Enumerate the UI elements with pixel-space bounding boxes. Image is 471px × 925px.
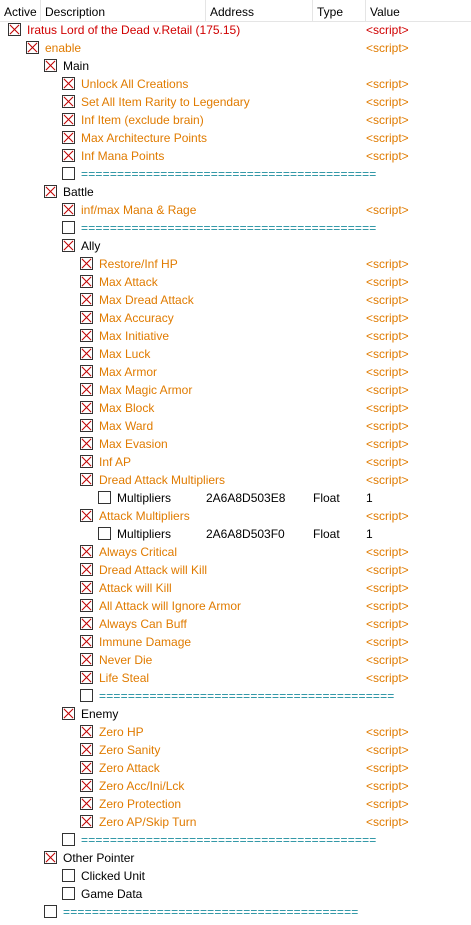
table-row[interactable] (0, 849, 471, 867)
row-value[interactable]: <script> (366, 797, 409, 811)
row-description: Inf AP (99, 455, 132, 469)
table-row[interactable] (0, 237, 471, 255)
row-description: Attack will Kill (99, 581, 172, 595)
row-value[interactable]: <script> (366, 743, 409, 757)
row-description: Iratus Lord of the Dead v.Retail (175.15) (27, 23, 241, 37)
table-row[interactable] (0, 381, 471, 399)
row-value[interactable]: <script> (366, 149, 409, 163)
checkbox-checked-icon[interactable] (62, 239, 75, 252)
table-row[interactable] (0, 273, 471, 291)
checkbox-checked-icon[interactable] (44, 851, 57, 864)
row-description: Zero Protection (99, 797, 182, 811)
checkbox-checked-icon[interactable] (80, 419, 93, 432)
table-row[interactable] (0, 471, 471, 489)
table-row[interactable] (0, 327, 471, 345)
separator-row: ========================================= (99, 689, 395, 703)
checkbox-checked-icon[interactable] (26, 41, 39, 54)
table-row[interactable] (0, 885, 471, 903)
checkbox-checked-icon[interactable] (80, 509, 93, 522)
row-description: Max Initiative (99, 329, 170, 343)
row-value[interactable]: <script> (366, 779, 409, 793)
row-description: Multipliers (117, 527, 172, 541)
checkbox-checked-icon[interactable] (80, 329, 93, 342)
checkbox-checked-icon[interactable] (80, 383, 93, 396)
checkbox-icon[interactable] (44, 905, 57, 918)
checkbox-checked-icon[interactable] (80, 473, 93, 486)
row-type: Float (313, 527, 340, 541)
checkbox-checked-icon[interactable] (80, 257, 93, 270)
row-description: Max Block (99, 401, 155, 415)
row-description: Max Architecture Points (81, 131, 208, 145)
column-active[interactable]: Active (0, 0, 41, 21)
checkbox-checked-icon[interactable] (80, 275, 93, 288)
row-description: Enemy (81, 707, 119, 721)
table-row[interactable] (0, 561, 471, 579)
row-description: Game Data (81, 887, 143, 901)
table-row[interactable] (0, 543, 471, 561)
row-description: Unlock All Creations (81, 77, 189, 91)
separator-row: ========================================= (63, 905, 359, 919)
row-description: Max Armor (99, 365, 158, 379)
row-value[interactable]: <script> (366, 257, 409, 271)
table-row[interactable] (0, 651, 471, 669)
row-description: Zero AP/Skip Turn (99, 815, 197, 829)
row-value[interactable]: <script> (366, 599, 409, 613)
checkbox-checked-icon[interactable] (80, 725, 93, 738)
table-row[interactable] (0, 417, 471, 435)
checkbox-icon[interactable] (98, 491, 111, 504)
table-row[interactable] (0, 867, 471, 885)
checkbox-checked-icon[interactable] (8, 23, 21, 36)
row-description: Max Dread Attack (99, 293, 194, 307)
row-value[interactable]: <script> (366, 725, 409, 739)
row-value[interactable]: <script> (366, 131, 409, 145)
checkbox-checked-icon[interactable] (80, 653, 93, 666)
table-row[interactable] (0, 795, 471, 813)
row-description: Zero Acc/Ini/Lck (99, 779, 185, 793)
row-value[interactable]: <script> (366, 671, 409, 685)
checkbox-icon[interactable] (62, 167, 75, 180)
checkbox-checked-icon[interactable] (80, 563, 93, 576)
table-row[interactable] (0, 111, 471, 129)
row-description: Dread Attack Multipliers (99, 473, 226, 487)
row-value[interactable]: 1 (366, 527, 373, 541)
row-value[interactable]: <script> (366, 473, 409, 487)
checkbox-checked-icon[interactable] (80, 815, 93, 828)
row-description: Multipliers (117, 491, 172, 505)
table-row[interactable] (0, 183, 471, 201)
table-row[interactable] (0, 507, 471, 525)
row-description: Inf Mana Points (81, 149, 165, 163)
checkbox-checked-icon[interactable] (80, 455, 93, 468)
row-description: Max Attack (99, 275, 158, 289)
cheat-table (0, 21, 471, 921)
row-description: Inf Item (exclude brain) (81, 113, 204, 127)
row-description: All Attack will Ignore Armor (99, 599, 242, 613)
table-row[interactable] (0, 579, 471, 597)
row-value[interactable]: <script> (366, 419, 409, 433)
checkbox-checked-icon[interactable] (62, 95, 75, 108)
row-description: Zero Sanity (99, 743, 161, 757)
table-row[interactable] (0, 57, 471, 75)
row-description: Other Pointer (63, 851, 135, 865)
row-description: Max Evasion (99, 437, 168, 451)
row-value[interactable]: <script> (366, 113, 409, 127)
row-value[interactable]: <script> (366, 329, 409, 343)
table-row[interactable] (0, 489, 471, 507)
checkbox-checked-icon[interactable] (44, 185, 57, 198)
checkbox-icon[interactable] (62, 887, 75, 900)
separator-row: ========================================= (81, 167, 377, 181)
row-value[interactable]: <script> (366, 23, 409, 37)
row-description: Always Can Buff (99, 617, 187, 631)
column-description[interactable]: Description (41, 0, 206, 21)
table-row[interactable] (0, 291, 471, 309)
checkbox-checked-icon[interactable] (80, 779, 93, 792)
row-description: Attack Multipliers (99, 509, 190, 523)
row-value[interactable]: <script> (366, 203, 409, 217)
column-value[interactable]: Value (370, 5, 400, 19)
table-row[interactable] (0, 813, 471, 831)
checkbox-checked-icon[interactable] (80, 761, 93, 774)
checkbox-checked-icon[interactable] (80, 599, 93, 612)
row-description: Restore/Inf HP (99, 257, 178, 271)
row-value[interactable]: <script> (366, 635, 409, 649)
table-row[interactable] (0, 669, 471, 687)
table-row[interactable] (0, 705, 471, 723)
checkbox-checked-icon[interactable] (80, 311, 93, 324)
row-description: Always Critical (99, 545, 178, 559)
row-value[interactable]: <script> (366, 311, 409, 325)
row-value[interactable]: <script> (366, 275, 409, 289)
checkbox-checked-icon[interactable] (62, 77, 75, 90)
table-row[interactable] (0, 165, 471, 183)
row-value[interactable]: <script> (366, 581, 409, 595)
separator-row: ========================================= (81, 833, 377, 847)
checkbox-checked-icon[interactable] (62, 707, 75, 720)
checkbox-checked-icon[interactable] (80, 437, 93, 450)
checkbox-checked-icon[interactable] (80, 635, 93, 648)
table-row[interactable] (0, 759, 471, 777)
row-address: 2A6A8D503F0 (206, 527, 285, 541)
checkbox-checked-icon[interactable] (80, 293, 93, 306)
table-row[interactable] (0, 363, 471, 381)
row-description: Dread Attack will Kill (99, 563, 208, 577)
row-value[interactable]: <script> (366, 365, 409, 379)
row-value[interactable]: <script> (366, 437, 409, 451)
checkbox-checked-icon[interactable] (80, 545, 93, 558)
table-row[interactable] (0, 615, 471, 633)
row-value[interactable]: <script> (366, 617, 409, 631)
table-row[interactable] (0, 687, 471, 705)
row-value[interactable]: <script> (366, 41, 409, 55)
row-description: Set All Item Rarity to Legendary (81, 95, 250, 109)
row-type: Float (313, 491, 340, 505)
checkbox-checked-icon[interactable] (62, 203, 75, 216)
row-description: inf/max Mana & Rage (81, 203, 197, 217)
checkbox-icon[interactable] (80, 689, 93, 702)
table-row[interactable] (0, 147, 471, 165)
checkbox-checked-icon[interactable] (80, 401, 93, 414)
checkbox-icon[interactable] (98, 527, 111, 540)
row-value[interactable]: <script> (366, 95, 409, 109)
table-row[interactable] (0, 309, 471, 327)
table-row[interactable] (0, 435, 471, 453)
table-row[interactable] (0, 903, 471, 921)
table-row[interactable] (0, 219, 471, 237)
row-value[interactable]: <script> (366, 509, 409, 523)
row-value[interactable]: <script> (366, 455, 409, 469)
checkbox-checked-icon[interactable] (80, 743, 93, 756)
row-description: Zero Attack (99, 761, 160, 775)
table-row[interactable] (0, 129, 471, 147)
row-value[interactable]: <script> (366, 383, 409, 397)
row-description: enable (45, 41, 82, 55)
row-value[interactable]: <script> (366, 815, 409, 829)
checkbox-checked-icon[interactable] (80, 347, 93, 360)
checkbox-checked-icon[interactable] (80, 617, 93, 630)
separator-row: ========================================= (81, 221, 377, 235)
checkbox-icon[interactable] (62, 833, 75, 846)
table-row[interactable] (0, 525, 471, 543)
checkbox-checked-icon[interactable] (80, 581, 93, 594)
row-value[interactable]: <script> (366, 545, 409, 559)
row-description: Max Luck (99, 347, 151, 361)
checkbox-checked-icon[interactable] (62, 131, 75, 144)
row-value[interactable]: <script> (366, 401, 409, 415)
checkbox-checked-icon[interactable] (62, 149, 75, 162)
table-row[interactable] (0, 39, 471, 57)
row-description: Max Magic Armor (99, 383, 193, 397)
row-value[interactable]: 1 (366, 491, 373, 505)
table-row[interactable] (0, 723, 471, 741)
table-row[interactable] (0, 75, 471, 93)
table-row[interactable] (0, 21, 471, 39)
column-address[interactable]: Address (206, 0, 313, 21)
checkbox-icon[interactable] (62, 221, 75, 234)
checkbox-checked-icon[interactable] (80, 797, 93, 810)
checkbox-checked-icon[interactable] (80, 365, 93, 378)
column-header (0, 0, 471, 22)
row-value[interactable]: <script> (366, 761, 409, 775)
row-description: Zero HP (99, 725, 144, 739)
row-description: Battle (63, 185, 94, 199)
row-description: Max Accuracy (99, 311, 174, 325)
checkbox-checked-icon[interactable] (62, 113, 75, 126)
row-value[interactable]: <script> (366, 347, 409, 361)
row-value[interactable]: <script> (366, 293, 409, 307)
row-description: Max Ward (99, 419, 154, 433)
table-row[interactable] (0, 345, 471, 363)
table-row[interactable] (0, 453, 471, 471)
row-description: Life Steal (99, 671, 150, 685)
row-description: Main (63, 59, 90, 73)
row-description: Immune Damage (99, 635, 192, 649)
table-row[interactable] (0, 597, 471, 615)
table-row[interactable] (0, 633, 471, 651)
checkbox-checked-icon[interactable] (80, 671, 93, 684)
table-row[interactable] (0, 831, 471, 849)
column-type[interactable]: Type (313, 0, 366, 21)
checkbox-checked-icon[interactable] (44, 59, 57, 72)
row-value[interactable]: <script> (366, 563, 409, 577)
row-address: 2A6A8D503E8 (206, 491, 286, 505)
row-value[interactable]: <script> (366, 653, 409, 667)
row-description: Never Die (99, 653, 153, 667)
table-row[interactable] (0, 93, 471, 111)
table-row[interactable] (0, 777, 471, 795)
table-row[interactable] (0, 201, 471, 219)
row-description: Ally (81, 239, 101, 253)
checkbox-icon[interactable] (62, 869, 75, 882)
row-description: Clicked Unit (81, 869, 146, 883)
table-row[interactable] (0, 255, 471, 273)
table-row[interactable] (0, 741, 471, 759)
row-value[interactable]: <script> (366, 77, 409, 91)
table-row[interactable] (0, 399, 471, 417)
